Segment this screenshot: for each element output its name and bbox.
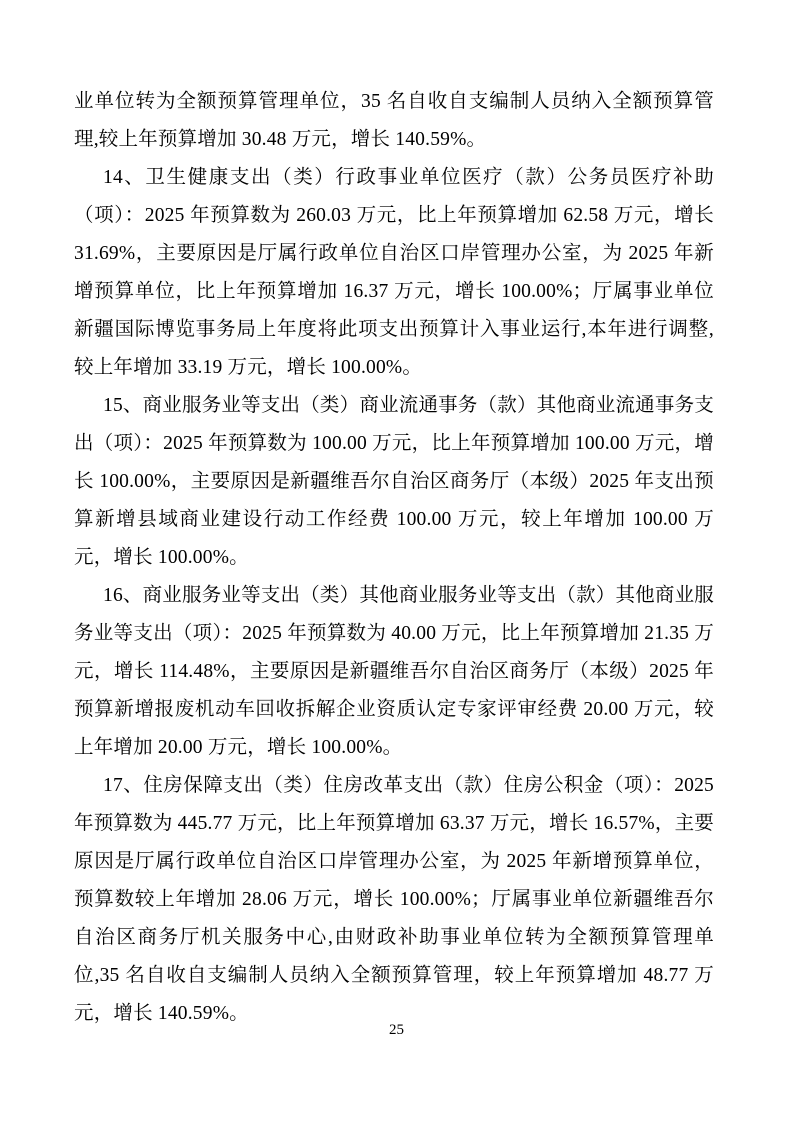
- paragraph-item-17: 17、住房保障支出（类）住房改革支出（款）住房公积金（项）：2025 年预算数为 445.77 万元，比上年预算增加 63.37 万元，增长 16.57%，主要原因是厅属行政单位自治区口岸管理办公室，为 2025 年新增预算单位，预算数较上年增加 28.06 万元，增长 100.00%；厅属事业单位新疆维吾尔自治区商务厅机关服务中心,由财政补助事业单位转为全额预算管理单位,35 名自收自支编制人员纳入全额预算管理，较上年预算增加 48.77 万元，增长 140.59%。: [74, 775, 714, 1024]
- paragraph-13-continuation: 业单位转为全额预算管理单位，35 名自收自支编制人员纳入全额预算管理,较上年预算增加 30.48 万元，增长 140.59%。: [74, 91, 714, 150]
- paragraph-item-16: 16、商业服务业等支出（类）其他商业服务业等支出（款）其他商业服务业等支出（项）：2025 年预算数为 40.00 万元，比上年预算增加 21.35 万元，增长 114.48%，主要原因是新疆维吾尔自治区商务厅（本级）2025 年预算新增报废机动车回收拆解企业资质认定专家评审经费 20.00 万元，较上年增加 20.00 万元，增长 100.00%。: [74, 585, 714, 758]
- page-number: 25: [389, 1022, 404, 1038]
- document-body: [74, 83, 714, 1033]
- paragraph-item-14: 14、卫生健康支出（类）行政事业单位医疗（款）公务员医疗补助（项）：2025 年预算数为 260.03 万元，比上年预算增加 62.58 万元，增长 31.69%，主要原因是厅属行政单位自治区口岸管理办公室，为 2025 年新增预算单位，比上年预算增加 16.37 万元，增长 100.00%；厅属事业单位新疆国际博览事务局上年度将此项支出预算计入事业运行,本年进行调整,较上年增加 33.19 万元，增长 100.00%。: [74, 167, 714, 378]
- paragraph-item-15: 15、商业服务业等支出（类）商业流通事务（款）其他商业流通事务支出（项）：2025 年预算数为 100.00 万元，比上年预算增加 100.00 万元，增长 100.00%，主要原因是新疆维吾尔自治区商务厅（本级）2025 年支出预算新增县域商业建设行动工作经费 100.00 万元，较上年增加 100.00 万元，增长 100.00%。: [74, 395, 714, 568]
